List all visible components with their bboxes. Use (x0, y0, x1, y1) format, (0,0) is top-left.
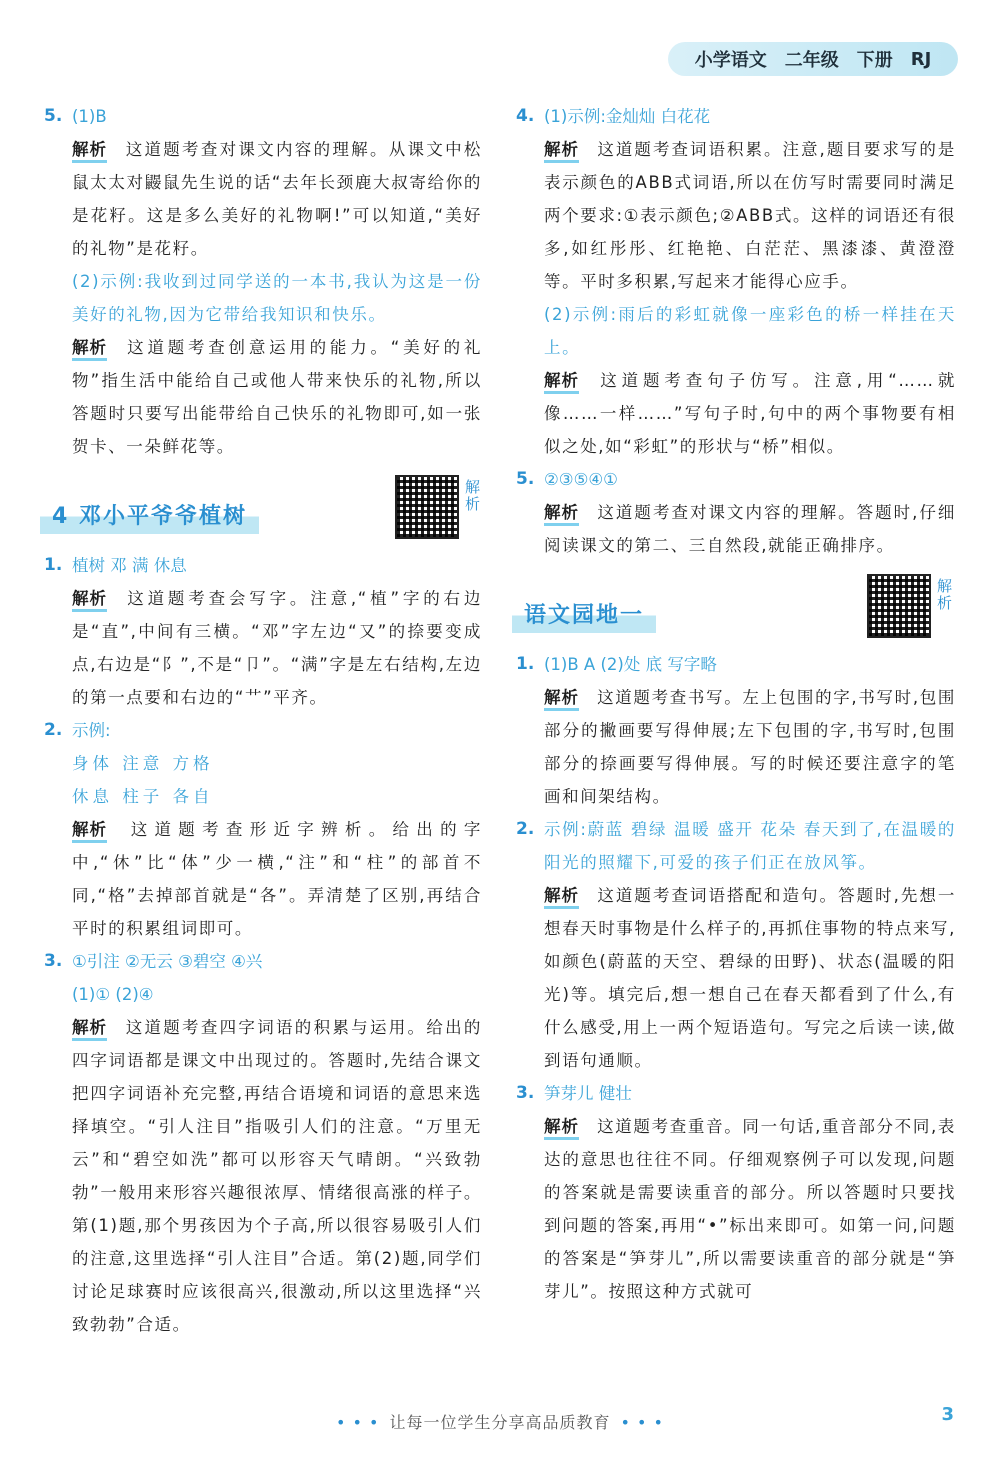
left-column (44, 100, 482, 1341)
answer: 示例: (72, 721, 111, 740)
analysis (72, 133, 482, 265)
lesson-heading (512, 572, 956, 642)
header-bar (668, 42, 958, 76)
question-2 (516, 813, 956, 1077)
analysis-text: 这道题考查词语搭配和造句。答题时,先想一想春天时事物是什么样子的,再抓住事物的特点来写,如颜色(蔚蓝的天空、碧绿的田野)、状态(温暖的阳光)等。填完后,想一想自己在春天都看到了什么,有什么感受,用上一两个短语造句。写完之后读一读,做到语句通顺。 (544, 886, 956, 1070)
analysis (544, 879, 956, 1077)
analysis (72, 331, 482, 463)
question-2 (44, 714, 482, 945)
analysis (544, 1110, 956, 1308)
analysis (544, 496, 956, 562)
analysis (72, 813, 482, 945)
qr-caption: 解析 (463, 479, 481, 513)
analysis-text: 这道题考查对课文内容的理解。从课文中松鼠太太对鼹鼠先生说的话“去年长颈鹿大叔寄给你的是花籽。这是多么美好的礼物啊!”可以知道,“美好的礼物”是花籽。 (72, 140, 482, 258)
analysis (72, 582, 482, 714)
grade: 二年级 (784, 50, 839, 71)
question-number: 4. (516, 106, 535, 126)
question-number: 5. (44, 106, 63, 126)
question-number: 5. (516, 469, 535, 489)
analysis-text: 这道题考查四字词语的积累与运用。给出的四字词语都是课文中出现过的。答题时,先结合课文把四字词语补充完整,再结合语境和词语的意思来选择填空。“引人注目”指吸引人们的注意。“万里无云”和“碧空如洗”都可以形容天气晴朗。“兴致勃勃”一般用来形容兴趣很浓厚、情绪很高涨的样子。第(1)题,那个男孩因为个子高,所以很容易吸引人们的注意,这里选择“引人注目”合适。第(2)题,同学们讨论足球赛时应该很高兴,很激动,所以这里选择“兴致勃勃”合适。 (72, 1018, 482, 1334)
analysis-text: 这道题考查会写字。注意,“植”字的右边是“直”,中间有三横。“邓”字左边“又”的捺要变成点,右边是“阝”,不是“卩”。“满”字是左右结构,左边的第一点要和右边的“艹”平齐。 (72, 589, 482, 707)
footer (0, 1410, 1000, 1433)
answer: (1)示例:金灿灿 白花花 (544, 107, 711, 126)
question-3 (44, 945, 482, 1341)
answer: 植树 邓 满 休息 (72, 556, 187, 575)
qr-code-icon[interactable] (867, 574, 931, 638)
answer: (2)示例:我收到过同学送的一本书,我认为这是一份美好的礼物,因为它带给我知识和快乐。 (72, 272, 482, 324)
analysis-tag: 解析 (544, 503, 579, 526)
analysis-tag: 解析 (72, 589, 107, 612)
qr-caption: 解析 (935, 578, 953, 612)
question-number: 1. (44, 555, 63, 575)
analysis (72, 1011, 482, 1341)
right-column (516, 100, 956, 1308)
qr-code-icon[interactable] (395, 475, 459, 539)
analysis-text: 这道题考查重音。同一句话,重音部分不同,表达的意思也往往不同。仔细观察例子可以发现,问题的答案就是需要读重音的部分。所以答题时只要找到问题的答案,再用“•”标出来即可。如第一问,问题的答案是“笋芽儿”,所以需要读重音的部分就是“笋芽儿”。按照这种方式就可 (544, 1117, 956, 1301)
analysis-tag: 解析 (72, 140, 107, 163)
page-number: 3 (941, 1404, 954, 1425)
analysis-text: 这道题考查创意运用的能力。“美好的礼物”指生活中能给自己或他人带来快乐的礼物,所以答题时只要写出能带给自己快乐的礼物即可,如一张贺卡、一朵鲜花等。 (72, 338, 482, 456)
edition: RJ (910, 48, 932, 70)
question-number: 3. (516, 1083, 535, 1103)
answer: 休息 柱子 各自 (72, 787, 214, 806)
question-1 (516, 648, 956, 813)
analysis-tag: 解析 (544, 371, 579, 394)
footer-dots: • • • (336, 1413, 380, 1432)
analysis-text: 这道题考查书写。左上包围的字,书写时,包围部分的撇画要写得伸展;左下包围的字,书写时,包围部分的捺画要写得伸展。写的时候还要注意字的笔画和间架结构。 (544, 688, 956, 806)
question-number: 1. (516, 654, 535, 674)
analysis-tag: 解析 (544, 1117, 579, 1140)
answer: 笋芽儿 健壮 (544, 1084, 632, 1103)
analysis-tag: 解析 (72, 338, 107, 361)
analysis (544, 133, 956, 298)
analysis-text: 这道题考查句子仿写。注意,用“……就像……一样……”写句子时,句中的两个事物要有相似之处,如“彩虹”的形状与“桥”相似。 (544, 371, 956, 456)
analysis-tag: 解析 (544, 688, 579, 711)
analysis (544, 364, 956, 463)
analysis-tag: 解析 (72, 820, 107, 843)
question-number: 2. (516, 819, 535, 839)
footer-dots: • • • (620, 1413, 664, 1432)
lesson-heading (40, 473, 482, 543)
analysis (544, 681, 956, 813)
lesson-title: 4 邓小平爷爷植树 (40, 495, 259, 534)
question-5 (516, 463, 956, 562)
question-1 (44, 549, 482, 714)
question-number: 3. (44, 951, 63, 971)
answer: (1)B A (2)处 底 写字略 (544, 655, 717, 674)
answer: 身体 注意 方格 (72, 754, 214, 773)
analysis-tag: 解析 (544, 886, 579, 909)
footer-slogan: 让每一位学生分享高品质教育 (389, 1413, 611, 1432)
analysis-text: 这道题考查词语积累。注意,题目要求写的是表示颜色的ABB式词语,所以在仿写时需要同时满足两个要求:①表示颜色;②ABB式。这样的词语还有很多,如红彤彤、红艳艳、白茫茫、黑漆漆、黄澄澄等。平时多积累,写起来才能得心应手。 (544, 140, 956, 291)
question-3 (516, 1077, 956, 1308)
analysis-tag: 解析 (544, 140, 579, 163)
question-4 (516, 100, 956, 463)
answer: ①引注 ②无云 ③碧空 ④兴 (72, 952, 263, 971)
lesson-title: 语文园地一 (512, 594, 656, 633)
analysis-text: 这道题考查形近字辨析。给出的字中,“休”比“体”少一横,“注”和“柱”的部首不同,“格”去掉部首就是“各”。弄清楚了区别,再结合平时的积累组词即可。 (72, 820, 482, 938)
analysis-tag: 解析 (72, 1018, 107, 1041)
question-5 (44, 100, 482, 463)
analysis-text: 这道题考查对课文内容的理解。答题时,仔细阅读课文的第二、三自然段,就能正确排序。 (544, 503, 956, 555)
volume: 下册 (856, 50, 893, 71)
answer: (1)B (72, 107, 107, 126)
answer: (1)① (2)④ (72, 985, 154, 1004)
answer: ②③⑤④① (544, 470, 618, 489)
answer: (2)示例:雨后的彩虹就像一座彩色的桥一样挂在天上。 (544, 305, 956, 357)
subject: 小学语文 (694, 50, 767, 71)
question-number: 2. (44, 720, 63, 740)
answer: 示例:蔚蓝 碧绿 温暖 盛开 花朵 春天到了,在温暖的阳光的照耀下,可爱的孩子们正在放风筝。 (544, 820, 956, 872)
